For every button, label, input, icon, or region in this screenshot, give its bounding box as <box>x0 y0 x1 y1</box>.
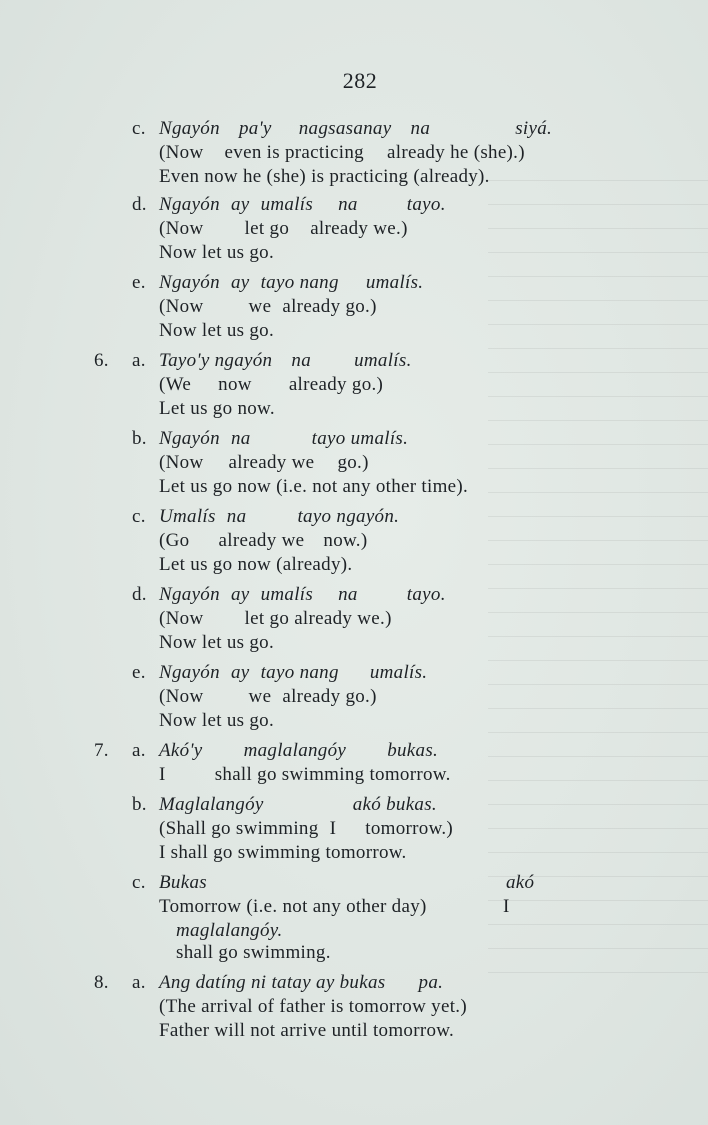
word: tayo <box>297 506 332 527</box>
word: (Shall go swimming <box>159 818 319 839</box>
word: I <box>329 818 337 839</box>
tagalog-line: maglalangóy. <box>176 920 283 941</box>
word: umalís. <box>354 350 412 371</box>
word: tayo. <box>406 584 446 605</box>
word: nang <box>299 272 339 293</box>
word: (Now <box>159 142 204 163</box>
word: ay <box>230 584 250 605</box>
word: already <box>288 374 347 395</box>
tagalog-line <box>159 272 423 294</box>
word: (Now <box>159 686 204 707</box>
word: go.) <box>351 374 384 395</box>
gloss-line <box>159 764 451 786</box>
translation-line: Let us go now (i.e. not any other time). <box>159 476 469 497</box>
word: ay <box>230 662 250 683</box>
word: (Go <box>159 530 190 551</box>
word: Ngayón <box>159 584 220 605</box>
item-letter: c. <box>132 118 146 139</box>
word: pa'y <box>238 118 272 139</box>
word: now.) <box>323 530 368 551</box>
word: go.) <box>337 452 369 473</box>
tagalog-line <box>159 428 408 450</box>
tagalog-line <box>159 740 438 762</box>
word: already <box>294 608 353 629</box>
word: even is practicing <box>224 142 364 163</box>
word: tomorrow.) <box>365 818 454 839</box>
item-letter: d. <box>132 194 147 215</box>
word: bukas. <box>386 794 437 815</box>
gloss-line <box>159 686 377 708</box>
word: (Now <box>159 218 204 239</box>
word: already <box>282 296 341 317</box>
page-number: 282 <box>342 68 378 93</box>
word: (Now <box>159 452 204 473</box>
word: na <box>338 584 358 605</box>
word: already <box>310 218 369 239</box>
translation-line: Now let us go. <box>159 242 275 263</box>
word: akó <box>352 794 382 815</box>
gloss-line <box>159 608 392 630</box>
word: ni <box>251 972 267 993</box>
translation-line: Father will not arrive until tomorrow. <box>159 1020 455 1041</box>
word: na <box>291 350 312 371</box>
word: (We <box>159 374 192 395</box>
word: Ngayón <box>159 194 220 215</box>
item-letter: d. <box>132 584 147 605</box>
gloss-line <box>159 374 383 396</box>
word: go.) <box>345 686 377 707</box>
word: already <box>387 142 446 163</box>
word: ngayón. <box>336 506 400 527</box>
word: already <box>218 530 277 551</box>
gloss-line <box>159 452 369 474</box>
word: Ngayón <box>159 662 220 683</box>
word: we <box>281 530 305 551</box>
word: tayo <box>260 662 295 683</box>
translation-line: Now let us go. <box>159 632 275 653</box>
word: (Now <box>159 608 204 629</box>
tagalog-line <box>159 118 552 140</box>
item-number: 7. <box>94 740 109 761</box>
word: already <box>282 686 341 707</box>
translation-line: I shall go swimming tomorrow. <box>159 842 407 863</box>
gloss-line: shall go swimming. <box>176 942 331 963</box>
word: umalís <box>260 194 314 215</box>
word: we <box>291 452 315 473</box>
translation-line: Let us go now. <box>159 398 275 419</box>
item-letter: a. <box>132 972 146 993</box>
word: we.) <box>373 218 408 239</box>
gloss-line <box>159 296 377 318</box>
word: Ngayón <box>159 428 220 449</box>
word: tayo <box>260 272 295 293</box>
word: Akó'y <box>159 740 203 761</box>
word: na <box>226 506 247 527</box>
word: umalís <box>260 584 314 605</box>
word: let <box>244 608 265 629</box>
word: (Now <box>159 296 204 317</box>
word: already <box>228 452 287 473</box>
word: ay <box>230 194 250 215</box>
word: na <box>230 428 251 449</box>
word: na <box>338 194 358 215</box>
word: siyá. <box>515 118 553 139</box>
item-letter: a. <box>132 740 146 761</box>
word: tatay <box>271 972 311 993</box>
tagalog-line <box>159 506 399 528</box>
gloss-line <box>159 142 525 164</box>
tagalog-line <box>159 350 412 372</box>
word: bukas <box>339 972 386 993</box>
tagalog-line <box>159 972 443 994</box>
translation-line: Now let us go. <box>159 320 275 341</box>
item-letter: c. <box>132 506 146 527</box>
item-letter: b. <box>132 428 147 449</box>
word: na <box>410 118 431 139</box>
word: Maglalangóy <box>159 794 264 815</box>
item-letter: e. <box>132 662 146 683</box>
translation-line: Let us go now (already). <box>159 554 353 575</box>
word: he <box>450 142 469 163</box>
word: ay <box>316 972 335 993</box>
tagalog-line <box>159 794 437 816</box>
gloss-line <box>159 218 408 240</box>
word: umalís. <box>350 428 409 449</box>
word: bukas. <box>387 740 439 761</box>
item-letter: c. <box>132 872 146 893</box>
word: Ngayón <box>159 272 220 293</box>
gloss-line: (The arrival of father is tomorrow yet.) <box>159 996 467 1017</box>
word: Ang <box>159 972 191 993</box>
word: Ngayón <box>159 118 220 139</box>
item-number: 8. <box>94 972 109 993</box>
translation-line: Even now he (she) is practicing (already). <box>159 166 490 187</box>
word: we <box>248 296 272 317</box>
word: tayo <box>311 428 346 449</box>
gloss-line: Tomorrow (i.e. not any other day) <box>159 896 427 917</box>
word: go <box>269 608 290 629</box>
word: go.) <box>345 296 377 317</box>
item-letter: b. <box>132 794 147 815</box>
gloss-line <box>159 530 368 552</box>
tagalog-line <box>159 584 446 606</box>
gloss-line <box>159 818 453 840</box>
item-number: 6. <box>94 350 109 371</box>
word: now <box>218 374 252 395</box>
item-letter: a. <box>132 350 146 371</box>
tagalog-line <box>159 662 427 684</box>
word: umalís. <box>365 272 424 293</box>
item-letter: e. <box>132 272 146 293</box>
word: Tayo'y <box>159 350 210 371</box>
tagalog-word: akó <box>506 872 535 893</box>
translation-line: Now let us go. <box>159 710 275 731</box>
word: we <box>248 686 272 707</box>
word: I <box>159 764 166 785</box>
word: ay <box>230 272 250 293</box>
word: ngayón <box>214 350 273 371</box>
word: go <box>269 218 290 239</box>
word: maglalangóy <box>243 740 347 761</box>
word: datíng <box>195 972 246 993</box>
word: nagsasanay <box>298 118 392 139</box>
word: umalís. <box>369 662 428 683</box>
tagalog-word: Bukas <box>159 872 207 893</box>
gloss-word: I <box>503 896 510 917</box>
word: shall go swimming tomorrow. <box>214 764 451 785</box>
word: tayo. <box>406 194 446 215</box>
word: pa. <box>418 972 444 993</box>
word: nang <box>299 662 339 683</box>
word: we.) <box>357 608 392 629</box>
word: let <box>244 218 265 239</box>
tagalog-line <box>159 194 446 216</box>
bleed-through-texture <box>488 180 708 980</box>
word: (she).) <box>473 142 525 163</box>
word: Umalís <box>159 506 216 527</box>
